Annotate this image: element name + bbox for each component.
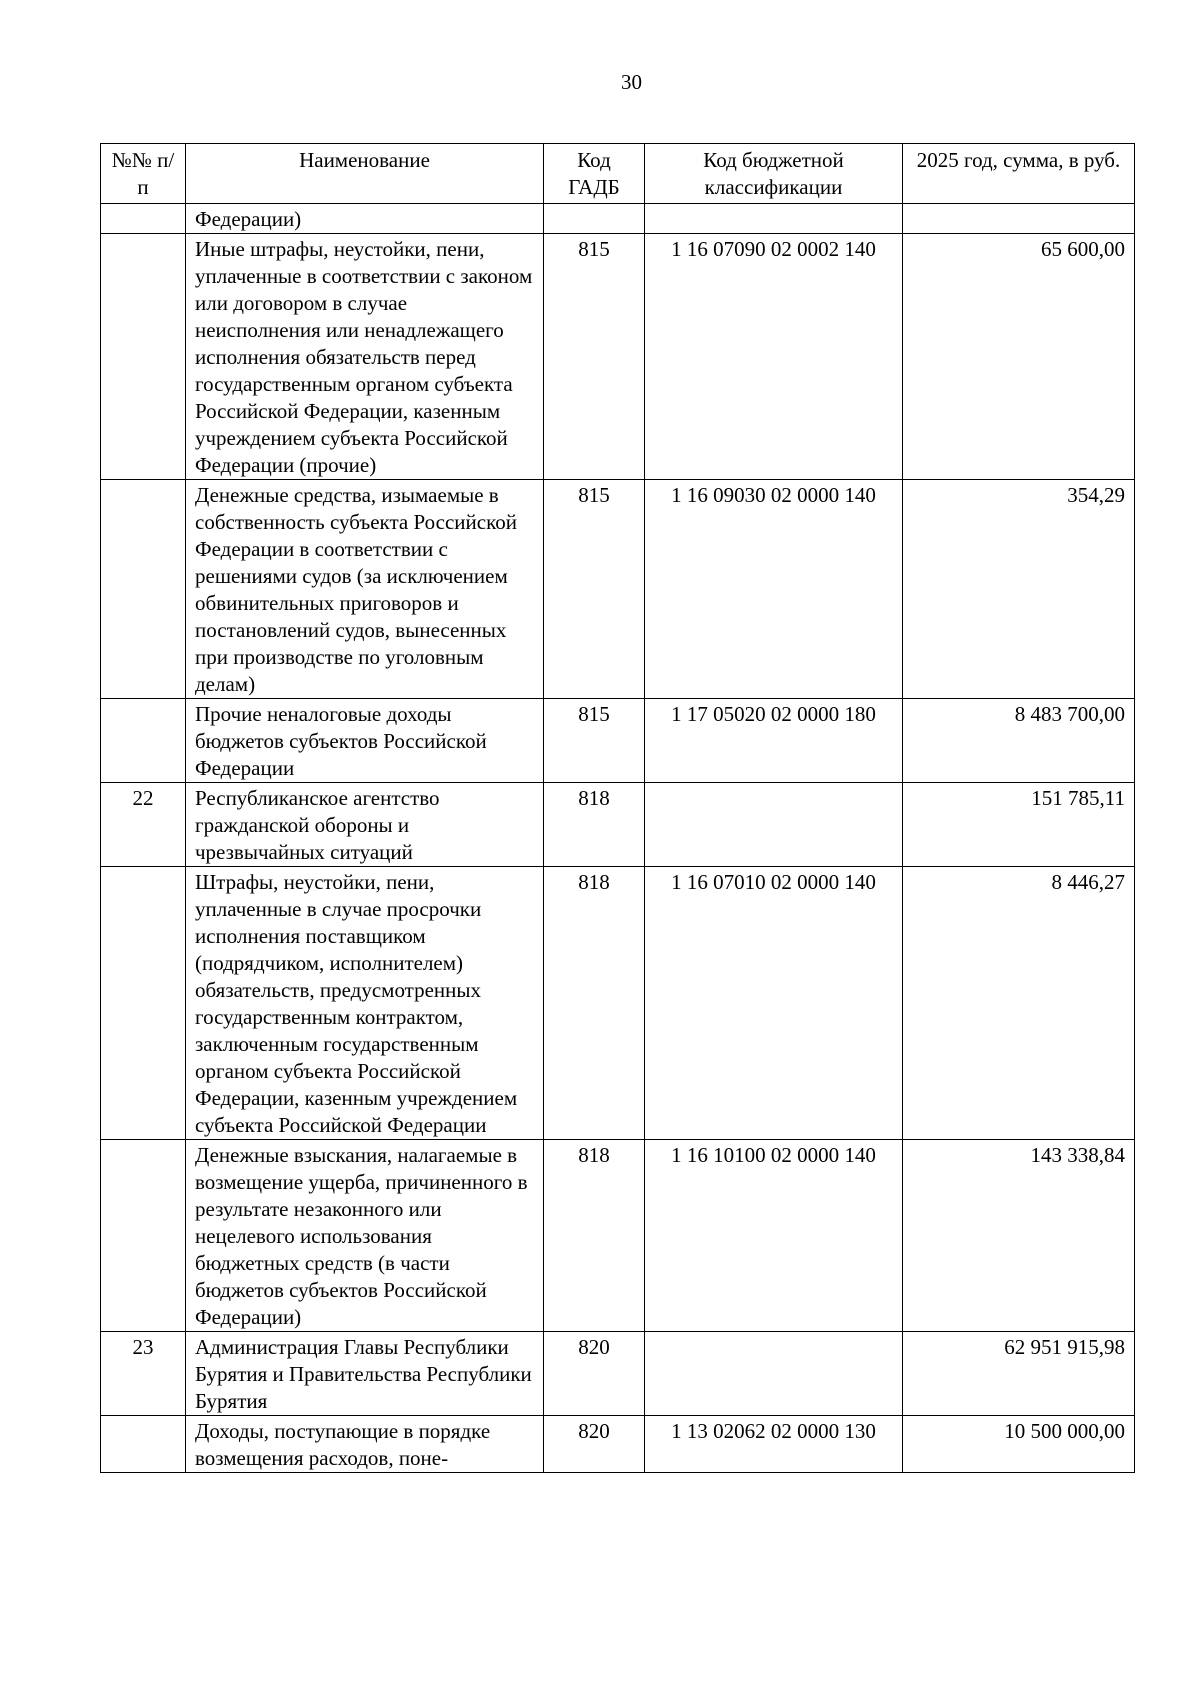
- row-name: Прочие неналоговые доходы бюджетов субъектов Российской Федерации: [186, 699, 544, 783]
- row-gadb: 815: [544, 234, 645, 480]
- row-gadb: 818: [544, 867, 645, 1140]
- table-row: [101, 1332, 1135, 1416]
- row-name: Федерации): [186, 204, 544, 234]
- row-num: [101, 480, 186, 699]
- table-row: [101, 234, 1135, 480]
- row-name: Денежные взыскания, налагаемые в возмещение ущерба, причиненного в результате незаконного или нецелевого использования бюджетных средств (в части бюджетов субъектов Российской Федерации): [186, 1140, 544, 1332]
- row-gadb: 818: [544, 783, 645, 867]
- row-gadb: 820: [544, 1332, 645, 1416]
- row-sum: 151 785,11: [903, 783, 1135, 867]
- row-sum: 143 338,84: [903, 1140, 1135, 1332]
- page-number: 30: [621, 70, 642, 94]
- row-name: Администрация Главы Республики Бурятия и Правительства Республики Бурятия: [186, 1332, 544, 1416]
- row-code: 1 13 02062 02 0000 130: [645, 1416, 903, 1473]
- row-sum: 354,29: [903, 480, 1135, 699]
- row-gadb: [544, 204, 645, 234]
- row-code: [645, 783, 903, 867]
- row-num: [101, 204, 186, 234]
- row-sum: 8 483 700,00: [903, 699, 1135, 783]
- header-code: Код бюджетной классификации: [645, 144, 903, 204]
- row-code: 1 16 07090 02 0002 140: [645, 234, 903, 480]
- row-name: Денежные средства, изымаемые в собственность субъекта Российской Федерации в соответствии с решениями судов (за исключением обвинительных приговоров и постановлений судов, вынесенных при производстве по уголовным делам): [186, 480, 544, 699]
- row-num: [101, 867, 186, 1140]
- row-num: [101, 1140, 186, 1332]
- row-num: [101, 234, 186, 480]
- row-num: [101, 1416, 186, 1473]
- header-name: Наименование: [186, 144, 544, 204]
- row-code: [645, 1332, 903, 1416]
- row-code: 1 16 07010 02 0000 140: [645, 867, 903, 1140]
- table-row: [101, 783, 1135, 867]
- table-row: [101, 867, 1135, 1140]
- row-code: 1 17 05020 02 0000 180: [645, 699, 903, 783]
- row-gadb: 818: [544, 1140, 645, 1332]
- row-code: 1 16 09030 02 0000 140: [645, 480, 903, 699]
- table-row: [101, 1140, 1135, 1332]
- row-num: 23: [101, 1332, 186, 1416]
- table-row: [101, 699, 1135, 783]
- budget-income-table: [100, 143, 1135, 1473]
- header-gadb: Код ГАДБ: [544, 144, 645, 204]
- row-gadb: 820: [544, 1416, 645, 1473]
- row-num: 22: [101, 783, 186, 867]
- table-row: [101, 204, 1135, 234]
- table-row: [101, 480, 1135, 699]
- row-sum: [903, 204, 1135, 234]
- row-sum: 8 446,27: [903, 867, 1135, 1140]
- row-code: 1 16 10100 02 0000 140: [645, 1140, 903, 1332]
- row-sum: 10 500 000,00: [903, 1416, 1135, 1473]
- header-num: №№ п/п: [101, 144, 186, 204]
- row-gadb: 815: [544, 699, 645, 783]
- row-num: [101, 699, 186, 783]
- row-name: Иные штрафы, неустойки, пени, уплаченные в соответствии с законом или договором в случае неисполнения или ненадлежащего исполнения обязательств перед государственным органом субъекта Российской Федерации, казенным учреждением субъекта Российской Федерации (прочие): [186, 234, 544, 480]
- row-name: Республиканское агентство гражданской обороны и чрезвычайных ситуаций: [186, 783, 544, 867]
- row-name: Доходы, поступающие в порядке возмещения расходов, поне-: [186, 1416, 544, 1473]
- header-sum: 2025 год, сумма, в руб.: [903, 144, 1135, 204]
- row-gadb: 815: [544, 480, 645, 699]
- row-name: Штрафы, неустойки, пени, уплаченные в случае просрочки исполнения поставщиком (подрядчиком, исполнителем) обязательств, предусмотренных государственным контрактом, заключенным государственным органом субъекта Российской Федерации, казенным учреждением субъекта Российской Федерации: [186, 867, 544, 1140]
- row-code: [645, 204, 903, 234]
- table-header-row: [101, 144, 1135, 204]
- row-sum: 62 951 915,98: [903, 1332, 1135, 1416]
- table-row: [101, 1416, 1135, 1473]
- row-sum: 65 600,00: [903, 234, 1135, 480]
